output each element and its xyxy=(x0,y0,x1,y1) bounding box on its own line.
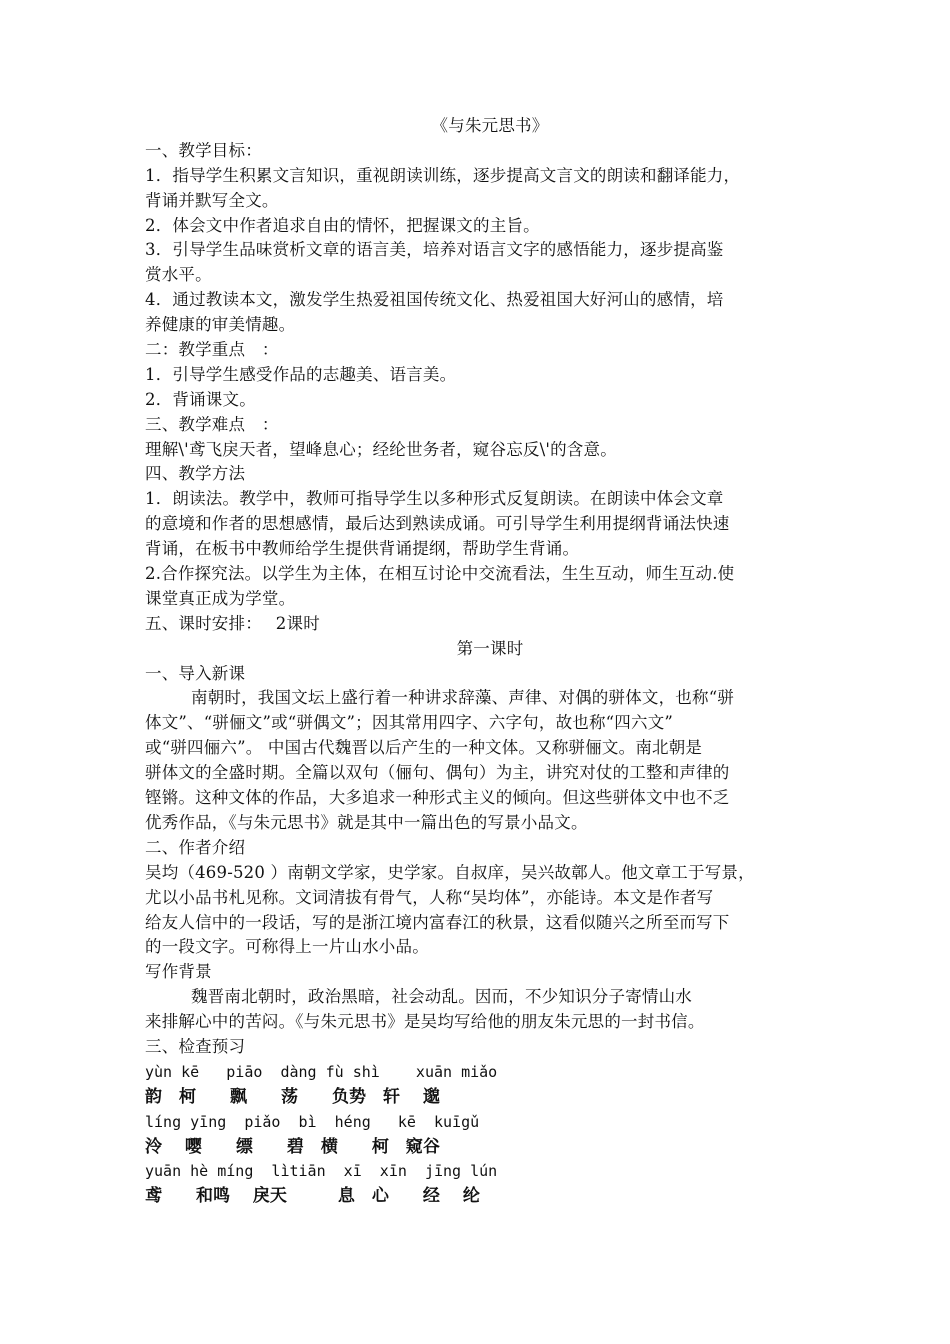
text-line: 来排解心中的苦闷。《与朱元思书》是吴均写给他的朋友朱元思的一封书信。 xyxy=(145,1012,705,1032)
text-line: 四、教学方法 xyxy=(145,464,246,484)
text-line: 三、检查预习 xyxy=(145,1036,246,1056)
text-line: 骈体文的全盛时期。全篇以双句（俪句、偶句）为主，讲究对仗的工整和声律的 xyxy=(145,763,730,783)
text-line: 二：教学重点 ： xyxy=(145,340,279,360)
text-line: 2．背诵课文。 xyxy=(145,389,256,409)
text-line: 一、教学目标： xyxy=(145,140,262,160)
text-line: 写作背景 xyxy=(145,962,212,982)
text-line: 理解\'鸢飞戾天者，望峰息心；经纶世务者，窥谷忘反\'的含意。 xyxy=(145,439,617,459)
text-line: 或“骈四俪六”。 中国古代魏晋以后产生的一种文体。又称骈俪文。南北朝是 xyxy=(145,738,703,758)
text-line: 吴均（469-520 ）南朝文学家，史学家。自叔庠，吴兴故鄣人。他文章工于写景， xyxy=(145,862,755,882)
text-line: 养健康的审美情趣。 xyxy=(145,315,296,335)
pinyin-line: yuān hè míng lìtiān xī xīn jīng lún xyxy=(145,1162,498,1181)
text-line: 优秀作品，《与朱元思书》就是其中一篇出色的写景小品文。 xyxy=(145,812,588,832)
text-line: 4．通过教读本文，激发学生热爱祖国传统文化、热爱祖国大好河山的感情，培 xyxy=(145,290,724,310)
text-line: 一、导入新课 xyxy=(145,663,246,683)
text-line: 铿锵。这种文体的作品，大多追求一种形式主义的倾向。但这些骈体文中也不乏 xyxy=(145,788,730,808)
text-line: 魏晋南北朝时，政治黑暗，社会动乱。因而，不少知识分子寄情山水 xyxy=(191,987,692,1007)
hanzi-line: 鸢 和鸣 戾天 息 心 经 纶 xyxy=(145,1186,480,1207)
text-line: 2.合作探究法。以学生为主体，在相互讨论中交流看法，生生互动，师生互动.使 xyxy=(145,564,735,584)
text-line: 体文”、“骈俪文”或“骈偶文”；因其常用四字、六字句，故也称“四六文” xyxy=(145,713,674,733)
text-line: 五、课时安排： 2课时 xyxy=(145,613,320,633)
pinyin-line: líng yīng piǎo bì héng kē kuīgǔ xyxy=(145,1112,480,1131)
pinyin-block xyxy=(145,1060,835,1209)
text-line: 背诵，在板书中教师给学生提供背诵提纲，帮助学生背诵。 xyxy=(145,539,580,559)
text-line: 南朝时，我国文坛上盛行着一种讲求辞藻、声律、对偶的骈体文，也称“骈 xyxy=(191,688,735,708)
text-line: 3．引导学生品味赏析文章的语言美，培养对语言文字的感悟能力，逐步提高鉴 xyxy=(145,240,724,260)
text-line: 课堂真正成为学堂。 xyxy=(145,588,296,608)
text-line: 1．引导学生感受作品的志趣美、语言美。 xyxy=(145,364,457,384)
text-line: 的意境和作者的思想感情，最后达到熟读成诵。可引导学生利用提纲背诵法快速 xyxy=(145,514,730,534)
pinyin-line: yùn kē piāo dàng fù shì xuān miǎo xyxy=(145,1062,498,1081)
text-line: 三、教学难点 ： xyxy=(145,414,279,434)
text-line: 尤以小品书札见称。文词清拔有骨气，人称“吴均体”，亦能诗。本文是作者写 xyxy=(145,887,714,907)
document-page xyxy=(145,114,835,1209)
section-title: 第一课时 xyxy=(456,638,524,658)
lesson-body xyxy=(145,662,835,1060)
text-line: 二、作者介绍 xyxy=(145,837,246,857)
lesson-plan-header xyxy=(145,139,835,637)
document-title: 《与朱元思书》 xyxy=(431,116,549,135)
text-line: 1．指导学生积累文言知识，重视朗读训练，逐步提高文言文的朗读和翻译能力， xyxy=(145,165,741,185)
hanzi-line: 泠 嘤 缥 碧 横 柯 窥谷 xyxy=(145,1136,440,1157)
text-line: 赏水平。 xyxy=(145,265,212,285)
text-line: 的一段文字。可称得上一片山水小品。 xyxy=(145,937,429,957)
text-line: 2．体会文中作者追求自由的情怀，把握课文的主旨。 xyxy=(145,215,540,235)
text-line: 给友人信中的一段话，写的是浙江境内富春江的秋景，这看似随兴之所至而写下 xyxy=(145,912,730,932)
hanzi-line: 韵 柯 飘 荡 负势 轩 邈 xyxy=(145,1086,440,1107)
text-line: 背诵并默写全文。 xyxy=(145,190,279,210)
text-line: 1．朗读法。教学中，教师可指导学生以多种形式反复朗读。在朗读中体会文章 xyxy=(145,489,724,509)
